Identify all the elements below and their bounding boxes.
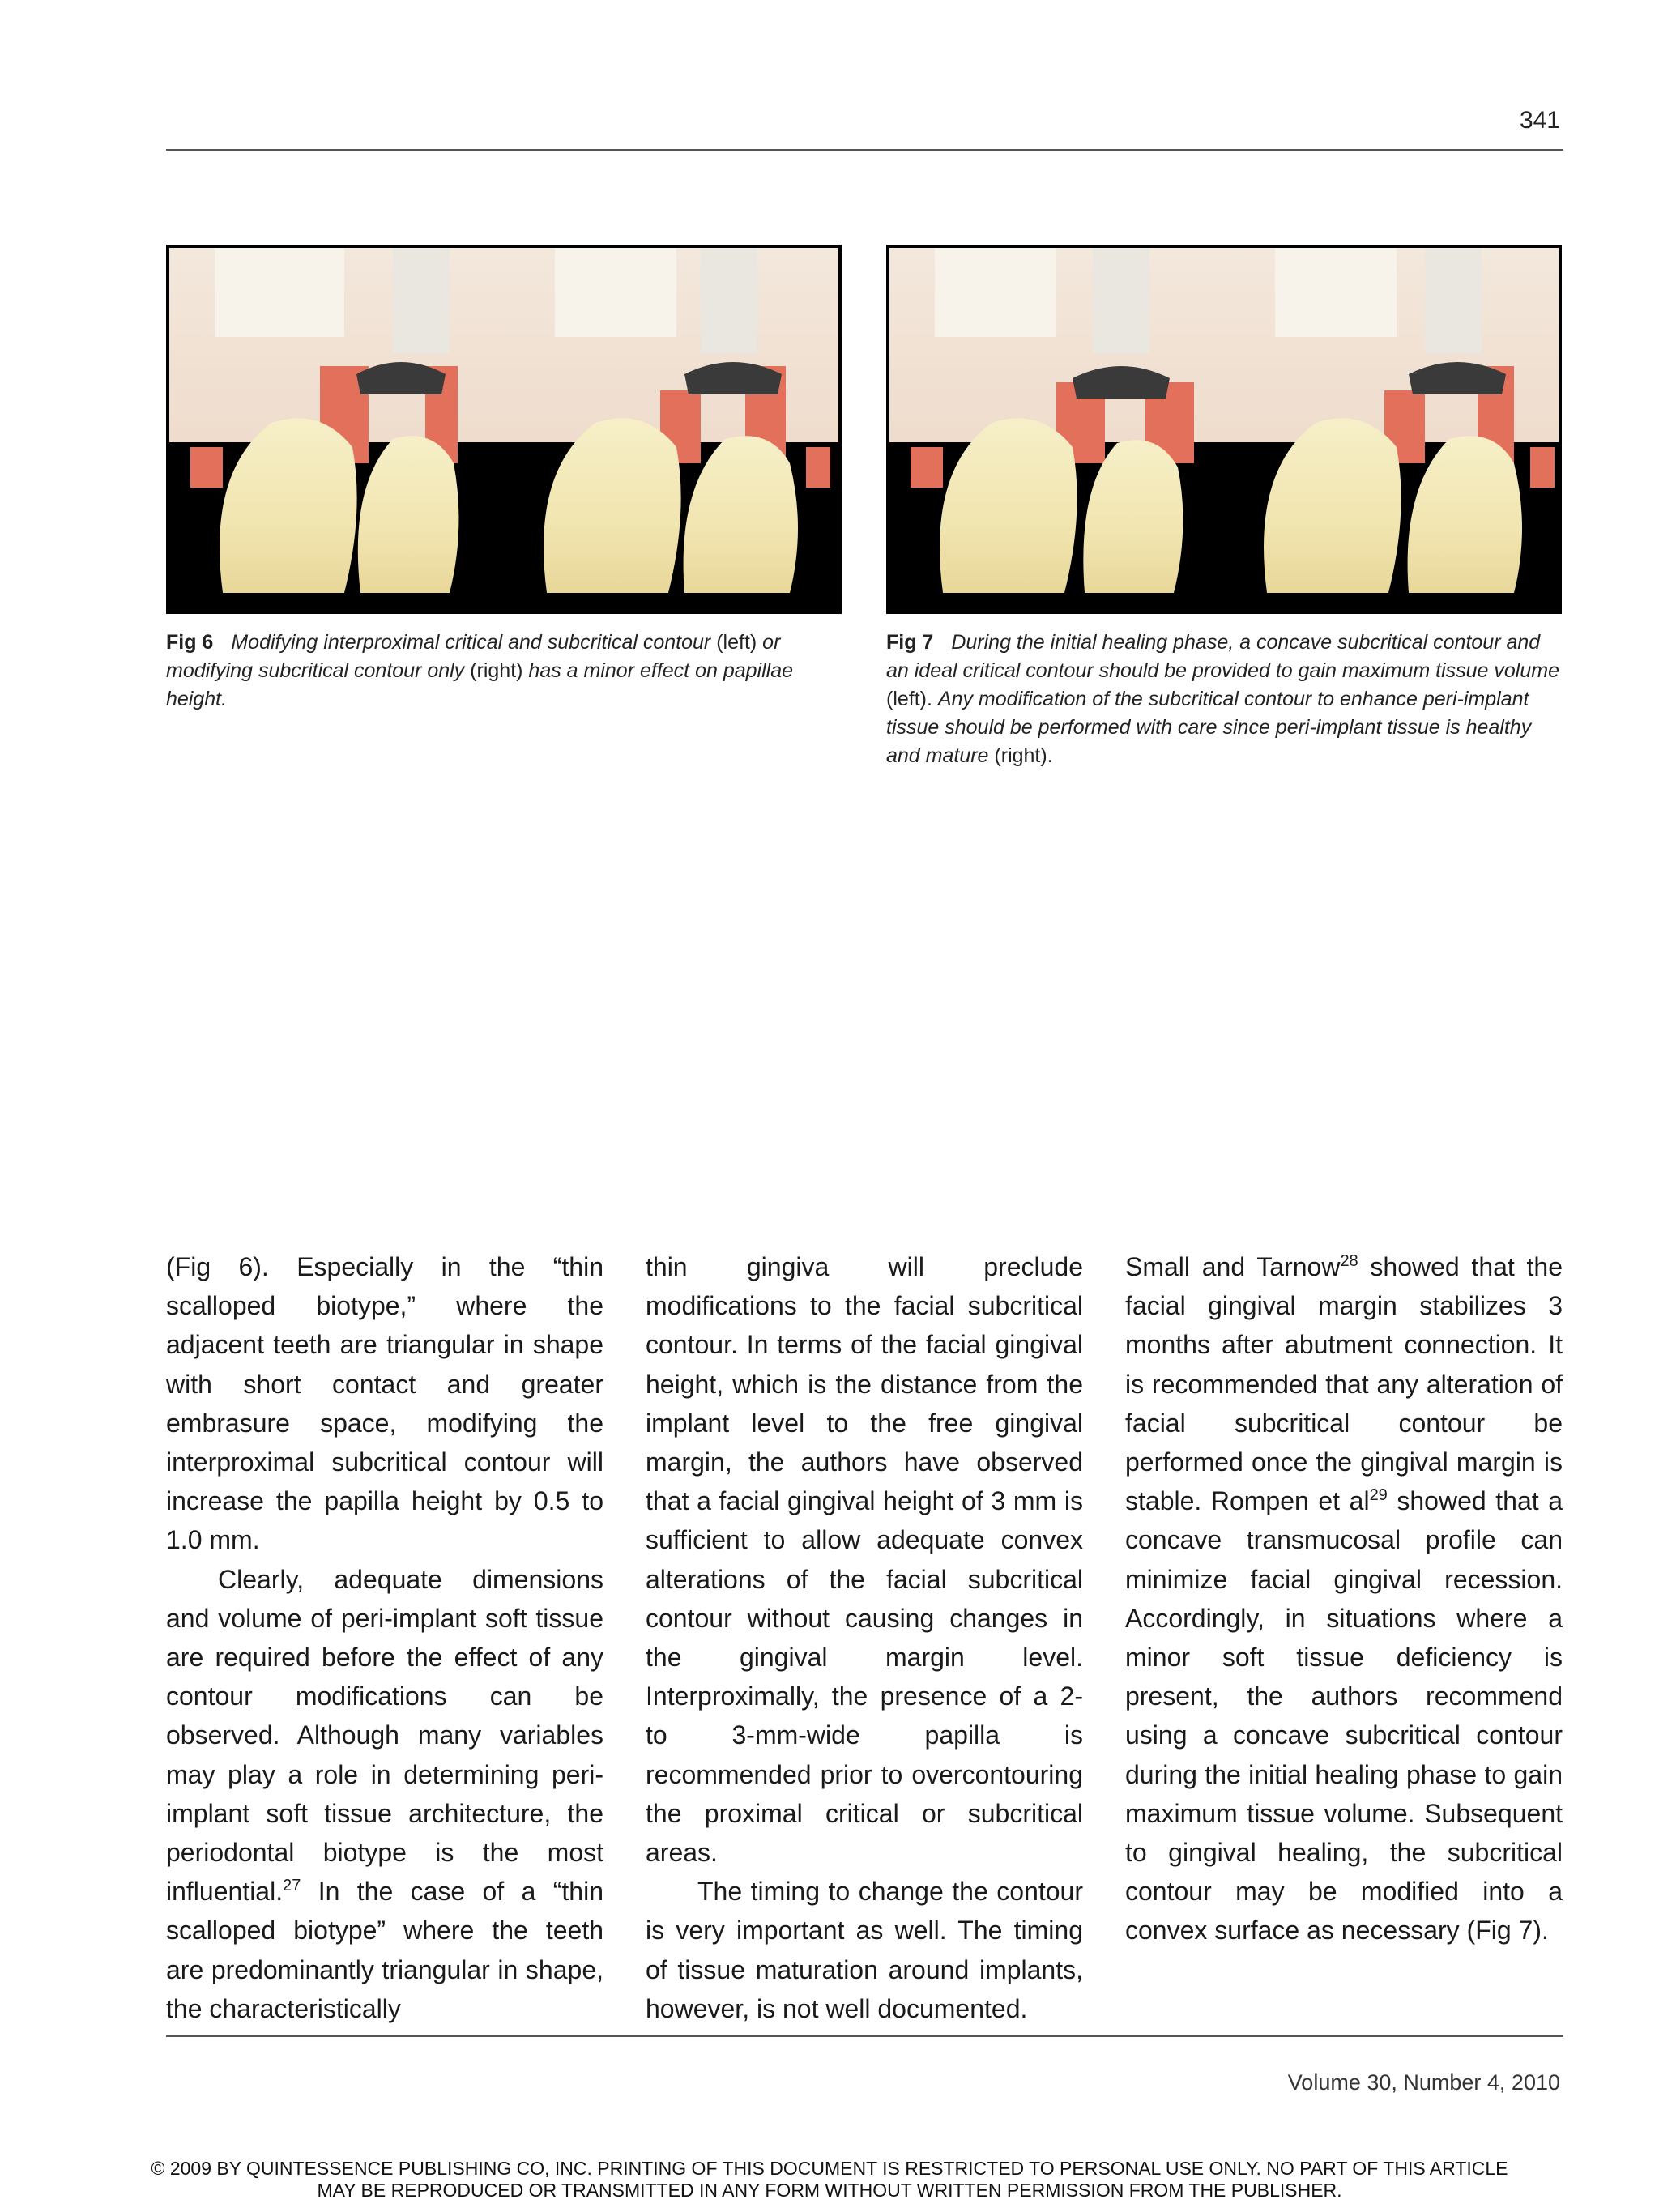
figure-7-caption-text-1: During the initial healing phase, a concave subcritical contour and an ideal critical contour should be provided to gain maximum tissue volume <box>886 631 1559 682</box>
figure-6-label: Fig 6 <box>166 631 214 654</box>
reference-superscript: 29 <box>1369 1486 1388 1505</box>
paragraph-text: In the case of a “thin scalloped biotype” where the teeth are predominantly triangular in shape, the characteristically <box>166 1877 603 2023</box>
paragraph: thin gingiva will preclude modifications to the facial subcritical contour. In terms of the facial gingival height, which is the distance from the implant level to the free gingival margin, the authors have observed that a facial gingival height of 3 mm is sufficient to allow adequate convex alterations of the facial subcritical contour without causing changes in the gingival margin level. Interproximally, the presence of a 2- to 3-mm-wide papilla is recommended prior to overcontouring the proximal critical or subcritical areas. <box>646 1252 1083 1868</box>
body-column-3 <box>1125 1247 1563 1950</box>
paragraph: (Fig 6). Especially in the “thin scalloped biotype,” where the adjacent teeth are triangular in shape with short contact and greater embrasure space, modifying the interproximal subcritical contour will increase the papilla height by 0.5 to 1.0 mm. <box>166 1252 603 1555</box>
paragraph: The timing to change the contour is very important as well. The timing of tissue maturation around implants, however, is not well documented. <box>646 1877 1083 2023</box>
figure-6-caption-text-2: (left) <box>710 631 763 654</box>
footer-rule <box>166 2035 1563 2037</box>
copyright-line-2: MAY BE REPRODUCED OR TRANSMITTED IN ANY FORM WITHOUT WRITTEN PERMISSION FROM THE PUBLISHER. <box>317 2180 1342 2201</box>
figure-6-caption <box>166 629 838 714</box>
paragraph-text: Small and Tarnow <box>1125 1252 1341 1281</box>
figure-6-caption-text-5: has a minor effect on papillae height. <box>166 659 794 710</box>
page-number: 341 <box>1519 107 1560 134</box>
paragraph <box>166 1560 603 2028</box>
figure-6-caption-text-1: Modifying interproximal critical and subcritical contour <box>231 631 711 654</box>
paragraph-text: showed that a concave transmucosal profile can minimize facial gingival recession. Accordingly, in situations where a minor soft tissue deficiency is present, the authors recommend using a concave subcritical contour during the initial healing phase to gain maximum tissue volume. Subsequent to gingival healing, the subcritical contour may be modified into a convex surface as necessary (Fig 7). <box>1125 1486 1563 1946</box>
paragraph <box>1125 1247 1563 1950</box>
reference-superscript: 27 <box>283 1877 301 1895</box>
body-column-2 <box>646 1247 1083 2028</box>
paragraph-text: Clearly, adequate dimensions and volume of peri-implant soft tissue are required before the effect of any contour modifications can be observed. Although many variables may play a role in determining peri-implant soft tissue architecture, the periodontal biotype is the most influential. <box>166 1564 603 1907</box>
figure-7-illustration <box>886 245 1562 614</box>
reference-superscript: 28 <box>1340 1252 1358 1270</box>
body-column-1 <box>166 1247 603 2028</box>
header-rule <box>166 149 1563 151</box>
figure-7-label: Fig 7 <box>886 631 934 654</box>
figure-7-caption <box>886 629 1563 770</box>
figure-6-caption-text-4: (right) <box>464 659 529 682</box>
figure-7-caption-text-2: (left). <box>886 688 938 710</box>
paragraph-text: showed that the facial gingival margin stabilizes 3 months after abutment connection. It is recommended that any alteration of facial subcritical contour be performed once the gingival margin is stable. Rompen et al <box>1125 1252 1563 1516</box>
figure-7-caption-text-3: Any modification of the subcritical contour to enhance peri-implant tissue should be performed with care since peri-implant tissue is healthy and mature <box>886 688 1532 767</box>
copyright-line-1: © 2009 BY QUINTESSENCE PUBLISHING CO, INC. PRINTING OF THIS DOCUMENT IS RESTRICTED TO PERSONAL USE ONLY. NO PART OF THIS ARTICLE <box>151 2158 1508 2179</box>
figure-6-caption-text-3: or modifying subcritical contour only <box>166 631 781 682</box>
copyright-notice <box>0 2158 1659 2201</box>
figure-7-caption-text-4: (right). <box>988 744 1053 767</box>
figure-6-illustration <box>166 245 842 614</box>
journal-info: Volume 30, Number 4, 2010 <box>1287 2070 1560 2095</box>
